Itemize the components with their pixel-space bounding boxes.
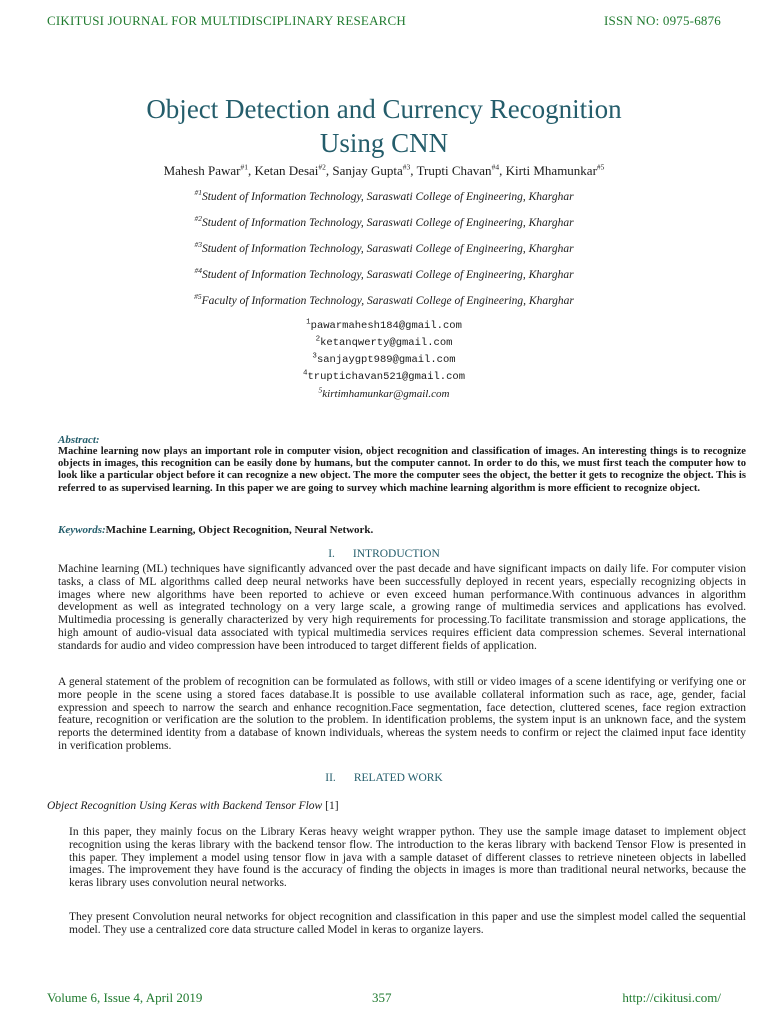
related-paragraph-1: In this paper, they mainly focus on the Library Keras heavy weight wrapper python. They use the sample image dataset to implement object recognition using the keras library with the backend tensor flow. The introduction to the keras library with backend Tensor Flow is presented in this paper. They implement a model using tensor flow in java with a sample dataset of different classes to retrieve nineteen objects in labelled images. The improvement they have found is the accuracy of finding the objects in images is more than traditional neural networks, because the keras library uses convolution neural networks. <box>69 826 746 890</box>
email-list <box>0 318 768 403</box>
citation-ref: [1] <box>322 800 339 812</box>
email-address: $^4$truptichavan521@gmail.com <box>302 369 466 383</box>
section-title: RELATED WORK <box>353 772 443 784</box>
section-title: INTRODUCTION <box>352 548 440 560</box>
affiliation: $^{\#3}$Student of Information Technology, Saraswati College of Engineering, Kharghar <box>194 240 574 255</box>
subsection-heading <box>47 800 339 812</box>
email-address: $^5$kirtimhamunkar@gmail.com <box>318 385 450 400</box>
related-paragraph-2: They present Convolution neural networks for object recognition and classification in this paper and use the simplest model called the sequential model. They use a centralized core data structure called Model in keras to organize layers. <box>69 911 746 936</box>
section-number: II. <box>325 772 336 784</box>
email-address: $^3$sanjaygpt989@gmail.com <box>312 352 456 366</box>
affiliation: $^{\#2}$Student of Information Technology, Saraswati College of Engineering, Kharghar <box>194 214 574 229</box>
email-address: $^1$pawarmahesh184@gmail.com <box>306 318 462 332</box>
page-number: 357 <box>372 990 392 1005</box>
intro-paragraph-2: A general statement of the problem of recognition can be formulated as follows, with still or video images of a scene identifying or verifying one or more people in the scene using a stored faces database.It is possible to use available collateral information such as race, age, gender, facial expression and speech to narrow the search and enhance recognition.Face segmentation, face detection, cluttered scenes, face region extraction feature, recognition or verification are the solution to the problem. In identification problems, the system input is an unknown face, and the system reports the determined identity from a database of known individuals, whereas the system needs to confirm or reject the claimed input face identity in verification problems. <box>58 676 746 752</box>
paper-title-line-2: Using CNN <box>319 128 449 158</box>
paper-title <box>0 92 768 160</box>
author: Trupti Chavan$^{\#4}$, <box>416 162 506 178</box>
author-list <box>0 163 768 179</box>
abstract-text: Machine learning now plays an important role in computer vision, object recognition and classification of images. An interesting things is to recognize objects in images, this recognition can be easily done by humans, but the computer cannot. In order to do this, we must first teach the computer how to look like a particular object before it can recognize a new object. The more the computer sees the object, the better it gets to recognize the object. This is referred to as supervised learning. In this paper we are going to survey which machine learning algorithm is more efficient to recognize object. <box>58 446 746 494</box>
journal-url-link[interactable]: http://cikitusi.com/ <box>622 990 721 1005</box>
keywords-label: Keywords: <box>58 524 106 536</box>
keywords <box>58 524 373 536</box>
intro-paragraph-1: Machine learning (ML) techniques have significantly advanced over the past decade and have significant impacts on daily life. For computer vision tasks, a class of ML algorithms called deep neural networks have been successfully deployed in recent years, especially recognizing objects in images where new algorithms have been reported to achieve or even exceed human performance.With continuous advances in algorithm development as well as integrated technology on a very large scale, a growing range of multimedia services and applications has evolved. Multimedia processing is generally characterized by very high requirements for processing.To facilitate transmission and storage applications, the high amount of audio-visual data associated with typical multimedia services requires efficient data compression schemes. Several international standards for audio and video compression have been introduced to target different fields of application. <box>58 563 746 652</box>
volume-info: Volume 6, Issue 4, April 2019 <box>47 990 203 1005</box>
affiliation: $^{\#4}$Student of Information Technology, Saraswati College of Engineering, Kharghar <box>194 266 574 281</box>
running-footer <box>47 990 721 1008</box>
email-address: $^2$ketanqwerty@gmail.com <box>315 335 453 349</box>
affiliation: $^{\#5}$Faculty of Information Technology, Saraswati College of Engineering, Kharghar <box>194 292 574 307</box>
author: Kirti Mhamunkar$^{\#5}$ <box>505 162 605 178</box>
affiliation: $^{\#1}$Student of Information Technology, Saraswati College of Engineering, Kharghar <box>194 188 574 203</box>
author: Mahesh Pawar$^{\#1}$, <box>163 162 255 178</box>
affiliation-list <box>0 188 768 318</box>
author: Sanjay Gupta$^{\#3}$, <box>332 162 417 178</box>
keywords-value: Machine Learning, Object Recognition, Neural Network. <box>105 524 374 536</box>
journal-name: CIKITUSI JOURNAL FOR MULTIDISCIPLINARY RESEARCH <box>47 13 406 28</box>
abstract-label: Abstract: <box>58 434 100 446</box>
section-heading-related-work <box>0 772 768 784</box>
issn-number: ISSN NO: 0975-6876 <box>604 13 721 28</box>
author: Ketan Desai$^{\#2}$, <box>254 162 333 178</box>
section-heading-introduction <box>0 548 768 560</box>
paper-title-line-1: Object Detection and Currency Recognition <box>146 94 622 124</box>
section-number: I. <box>328 548 335 560</box>
subsection-title: Object Recognition Using Keras with Backend Tensor Flow <box>47 800 323 812</box>
running-header <box>47 13 721 33</box>
